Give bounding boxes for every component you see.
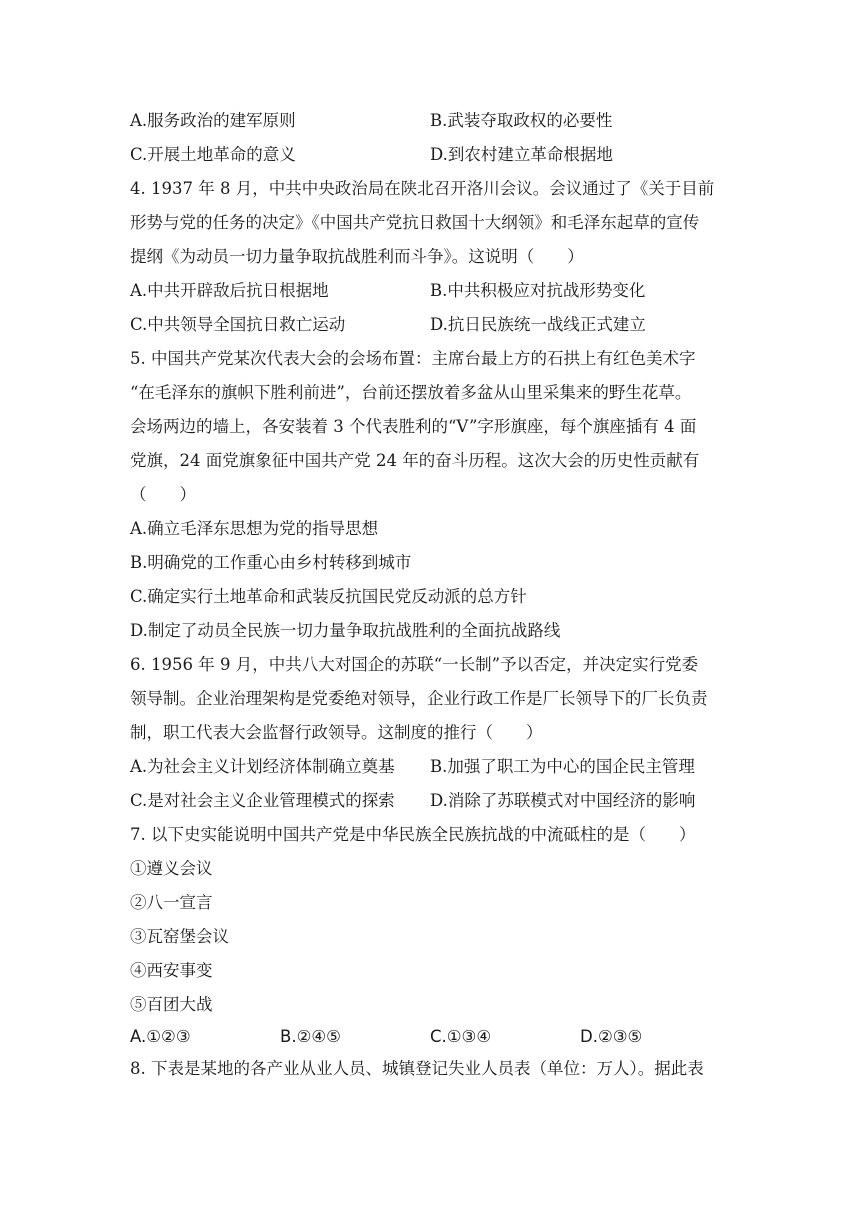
- q6-option-b: B.加强了职工为中心的国企民主管理: [430, 757, 695, 776]
- q6-option-a: A.为社会主义计划经济体制确立奠基: [130, 757, 395, 776]
- q7-options-row: [130, 1026, 730, 1048]
- q7-item-1: ①遵义会议: [130, 859, 213, 878]
- q7-item-4: ④西安事变: [130, 961, 213, 980]
- q5-stem-line-5: （ ）: [130, 485, 196, 504]
- q7-stem: 7. 以下史实能说明中国共产党是中华民族全民族抗战的中流砥柱的是（ ）: [130, 825, 696, 844]
- q7-option-c: C.①③④: [430, 1027, 492, 1046]
- q4-option-row-2: [130, 314, 646, 336]
- q4-stem-line-3: 提纲《为动员一切力量争取抗战胜利而斗争》。这说明（ ）: [130, 247, 584, 266]
- q4-option-c: C.中共领导全国抗日救亡运动: [130, 315, 346, 334]
- q7-option-d: D.②③⑤: [580, 1027, 643, 1046]
- q5-option-a: A.确立毛泽东思想为党的指导思想: [130, 519, 379, 538]
- q4-option-d: D.抗日民族统一战线正式建立: [430, 315, 646, 334]
- q7-option-b: B.②④⑤: [280, 1027, 341, 1046]
- q4-option-a: A.中共开辟敌后抗日根据地: [130, 281, 329, 300]
- q5-option-d: D.制定了动员全民族一切力量争取抗战胜利的全面抗战路线: [130, 621, 561, 640]
- q4-stem-line-2: 形势与党的任务的决定》《中国共产党抗日救国十大纲领》和毛泽东起草的宣传: [130, 213, 700, 232]
- q6-option-row-2: [130, 790, 696, 812]
- q6-stem-line-1: 6. 1956 年 9 月，中共八大对国企的苏联“一长制”予以否定，并决定实行党委: [130, 655, 699, 674]
- q5-option-c: C.确定实行土地革命和武装反抗国民党反动派的总方针: [130, 587, 527, 606]
- q8-stem: 8. 下表是某地的各产业从业人员、城镇登记失业人员表（单位：万人）。据此表: [130, 1059, 704, 1078]
- q5-stem-line-1: 5. 中国共产党某次代表大会的会场布置：主席台最上方的石拱上有红色美术字: [130, 349, 696, 368]
- q6-option-row-1: [130, 756, 695, 778]
- q3-option-row-2: [130, 144, 613, 166]
- q7-item-2: ②八一宣言: [130, 893, 213, 912]
- q5-stem-line-2: “在毛泽东的旗帜下胜利前进”，台前还摆放着多盆从山里采集来的野生花草。: [130, 383, 692, 402]
- q6-stem-line-2: 领导制。企业治理架构是党委绝对领导，企业行政工作是厂长领导下的厂长负责: [130, 689, 708, 708]
- q7-item-3: ③瓦窑堡会议: [130, 927, 229, 946]
- q3-option-a: A.服务政治的建军原则: [130, 111, 296, 130]
- q4-stem-line-1: 4. 1937 年 8 月，中共中央政治局在陕北召开洛川会议。会议通过了《关于目前: [130, 179, 715, 198]
- q5-option-b: B.明确党的工作重心由乡村转移到城市: [130, 553, 412, 572]
- q7-item-5: ⑤百团大战: [130, 995, 213, 1014]
- q4-option-b: B.中共积极应对抗战形势变化: [430, 281, 646, 300]
- q3-option-c: C.开展土地革命的意义: [130, 145, 296, 164]
- q6-option-d: D.消除了苏联模式对中国经济的影响: [430, 791, 696, 810]
- q5-stem-line-3: 会场两边的墙上，各安装着 3 个代表胜利的“V”字形旗座，每个旗座插有 4 面: [130, 417, 697, 436]
- q3-option-d: D.到农村建立革命根据地: [430, 145, 613, 164]
- q6-option-c: C.是对社会主义企业管理模式的探索: [130, 791, 395, 810]
- q6-stem-line-3: 制，职工代表大会监督行政领导。这制度的推行（ ）: [130, 723, 543, 742]
- q7-option-a: A.①②③: [130, 1027, 191, 1046]
- q3-option-row-1: [130, 110, 613, 132]
- q3-option-b: B.武装夺取政权的必要性: [430, 111, 613, 130]
- q4-option-row-1: [130, 280, 646, 302]
- q5-stem-line-4: 党旗，24 面党旗象征中国共产党 24 年的奋斗历程。这次大会的历史性贡献有: [130, 451, 700, 470]
